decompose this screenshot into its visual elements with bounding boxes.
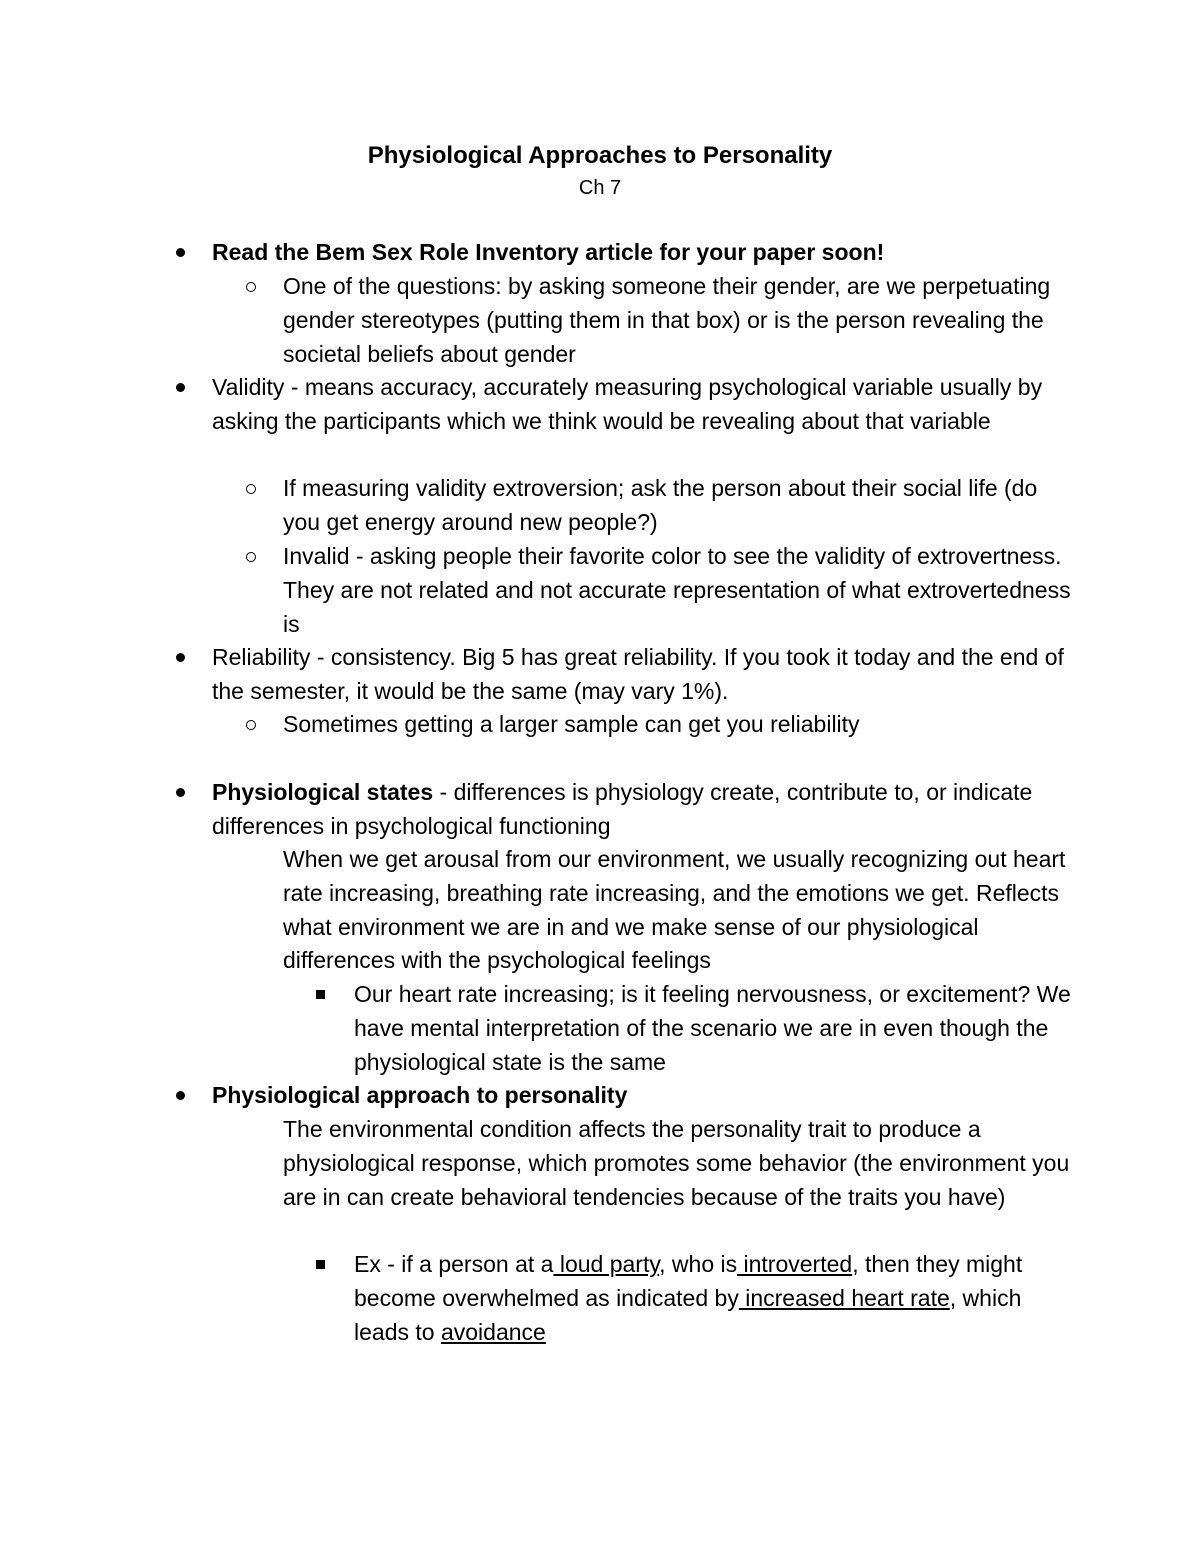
list-item-physiological-approach: Physiological approach to personality <box>212 1082 628 1108</box>
sub-item-gender-question: One of the questions: by asking someone their gender, are we perpetuating gender stereotypes (putting them in that box) or is the person revealing the societal beliefs about gender <box>283 273 1051 367</box>
list-item-reliability: Reliability - consistency. Big 5 has great reliability. If you took it today and the end of the semester, it would be the same (may vary 1%). <box>212 644 1064 704</box>
example-text-3: , then they might become overwhelmed as indicated by <box>354 1251 1023 1311</box>
sub-item-loud-party-example <box>354 1248 1074 1349</box>
example-text-4: , which leads to <box>354 1284 1022 1345</box>
square-bullet-icon <box>316 1248 325 1282</box>
filled-circle-bullet-icon <box>176 1079 185 1113</box>
filled-circle-bullet-icon <box>176 236 185 270</box>
paragraph-arousal: When we get arousal from our environment, we usually recognizing out heart rate increasing, breathing rate increasing, and the emotions we get. Reflects what environment we are in and we make sense of our physiological differences with the psychological feelings <box>283 846 1066 974</box>
sub-item-invalid-example: Invalid - asking people their favorite color to see the validity of extrovertness. They are not related and not accurate representation of what extrovertedness is <box>283 543 1071 637</box>
filled-circle-bullet-icon <box>176 371 185 405</box>
physiological-states-definition: - differences is physiology create, contribute to, or indicate differences in psychological functioning <box>212 779 1033 839</box>
document-subtitle: Ch 7 <box>578 177 622 199</box>
sub-item-larger-sample: Sometimes getting a larger sample can get you reliability <box>283 711 860 737</box>
example-text-1: Ex - if a person at a <box>354 1251 554 1277</box>
list-item-bem-inventory: Read the Bem Sex Role Inventory article for your paper soon! <box>212 239 885 265</box>
underlined-increased-heart-rate: increased heart rate <box>738 1284 950 1311</box>
example-text-2: , who is <box>659 1251 738 1277</box>
hollow-circle-bullet-icon <box>246 540 256 574</box>
hollow-circle-bullet-icon <box>246 708 256 742</box>
square-bullet-icon <box>316 978 325 1012</box>
hollow-circle-bullet-icon <box>246 472 256 506</box>
physiological-states-term: Physiological states <box>212 779 434 805</box>
hollow-circle-bullet-icon <box>246 270 256 304</box>
paragraph-environmental-condition: The environmental condition affects the personality trait to produce a physiological response, which promotes some behavior (the environment you are in can create behavioral tendencies because of the traits you have) <box>283 1116 1070 1210</box>
list-item-validity: Validity - means accuracy, accurately measuring psychological variable usually by asking the participants which we think would be revealing about that variable <box>212 374 1043 434</box>
underlined-loud-party: loud party <box>553 1251 660 1277</box>
underlined-avoidance: avoidance <box>440 1318 546 1345</box>
document-title: Physiological Approaches to Personality <box>367 142 833 169</box>
sub-item-validity-example: If measuring validity extroversion; ask the person about their social life (do you get energy around new people?) <box>283 475 1038 535</box>
filled-circle-bullet-icon <box>176 776 185 810</box>
underlined-introverted: introverted <box>737 1251 853 1277</box>
sub-item-heart-rate: Our heart rate increasing; is it feeling nervousness, or excitement? We have mental interpretation of the scenario we are in even though the physiological state is the same <box>354 981 1071 1075</box>
list-item-physiological-states <box>212 776 1072 844</box>
filled-circle-bullet-icon <box>176 641 185 675</box>
